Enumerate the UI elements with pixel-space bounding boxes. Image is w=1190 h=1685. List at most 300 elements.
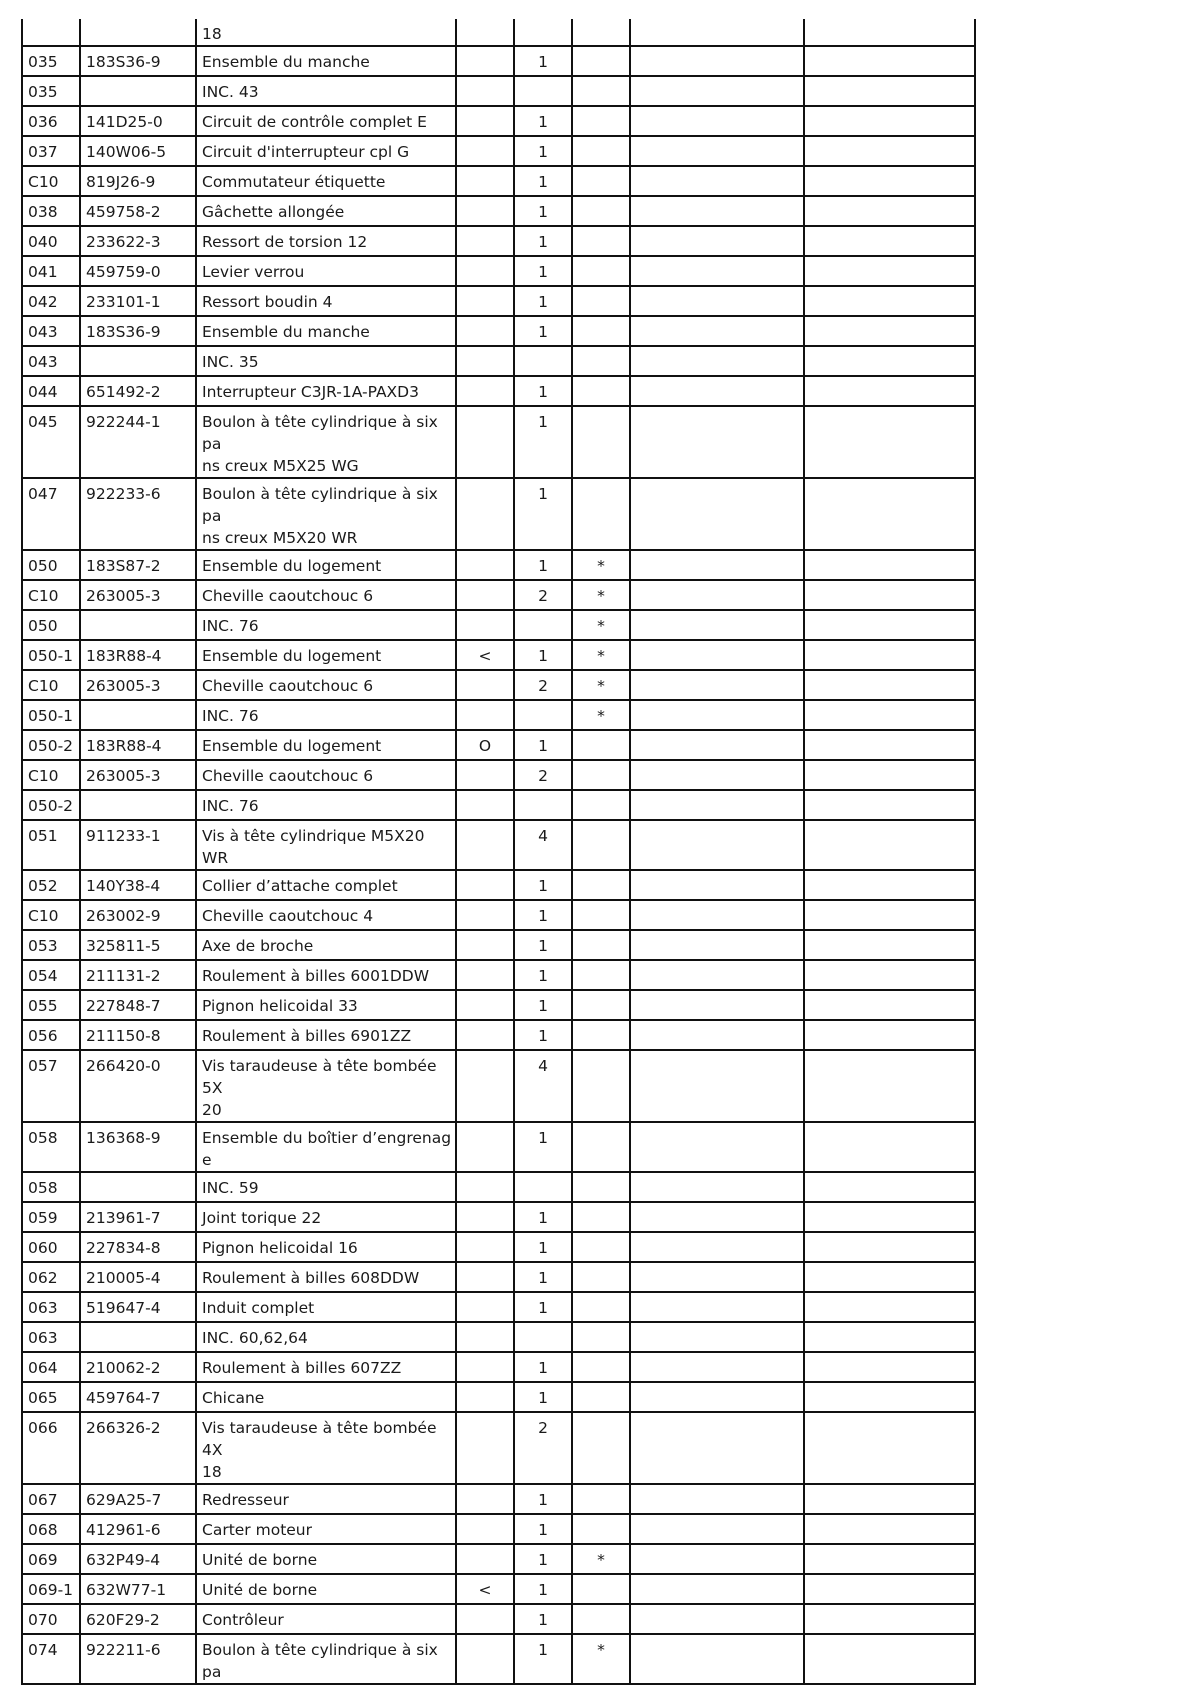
note-mark-cell xyxy=(572,1514,630,1544)
note-mark-cell xyxy=(572,256,630,286)
description-cell: Roulement à billes 6001DDW xyxy=(196,960,456,990)
quantity-cell: 1 xyxy=(514,640,572,670)
table-row xyxy=(22,1292,975,1322)
item-number-cell: 038 xyxy=(22,196,80,226)
blank-cell-2 xyxy=(804,790,975,820)
blank-cell-1 xyxy=(630,106,804,136)
change-mark-cell xyxy=(456,790,514,820)
note-mark-cell xyxy=(572,1050,630,1122)
table-row xyxy=(22,700,975,730)
change-mark-cell xyxy=(456,1202,514,1232)
table-row xyxy=(22,376,975,406)
blank-cell-2 xyxy=(804,1292,975,1322)
part-number-cell xyxy=(80,790,196,820)
item-number-cell: 050 xyxy=(22,610,80,640)
blank-cell-2 xyxy=(804,700,975,730)
table-row xyxy=(22,1412,975,1484)
change-mark-cell xyxy=(456,550,514,580)
quantity-cell: 1 xyxy=(514,1382,572,1412)
item-number-cell: 055 xyxy=(22,990,80,1020)
note-mark-cell xyxy=(572,1262,630,1292)
quantity-cell xyxy=(514,346,572,376)
description-cell: Unité de borne xyxy=(196,1574,456,1604)
change-mark-cell xyxy=(456,1292,514,1322)
description-cell: Ensemble du logement xyxy=(196,730,456,760)
blank-cell-2 xyxy=(804,376,975,406)
note-mark-cell xyxy=(572,1382,630,1412)
table-row xyxy=(22,46,975,76)
blank-cell-1 xyxy=(630,580,804,610)
part-number-cell: 233101-1 xyxy=(80,286,196,316)
item-number-cell: 057 xyxy=(22,1050,80,1122)
table-row xyxy=(22,136,975,166)
note-mark-cell xyxy=(572,930,630,960)
quantity-cell: 1 xyxy=(514,196,572,226)
change-mark-cell xyxy=(456,1352,514,1382)
part-number-cell: 213961-7 xyxy=(80,1202,196,1232)
blank-cell-2 xyxy=(804,1544,975,1574)
note-mark-cell xyxy=(572,990,630,1020)
quantity-cell: 1 xyxy=(514,1232,572,1262)
part-number-cell: 136368-9 xyxy=(80,1122,196,1172)
change-mark-cell xyxy=(456,136,514,166)
change-mark-cell xyxy=(456,196,514,226)
change-mark-cell xyxy=(456,166,514,196)
quantity-cell: 1 xyxy=(514,1634,572,1684)
change-mark-cell xyxy=(456,1172,514,1202)
quantity-cell: 1 xyxy=(514,376,572,406)
table-row xyxy=(22,106,975,136)
table-row xyxy=(22,1382,975,1412)
quantity-cell xyxy=(514,76,572,106)
item-number-cell: 062 xyxy=(22,1262,80,1292)
part-number-cell: 233622-3 xyxy=(80,226,196,256)
part-number-cell xyxy=(80,610,196,640)
description-cell: Cheville caoutchouc 6 xyxy=(196,760,456,790)
note-mark-cell xyxy=(572,316,630,346)
quantity-cell: 1 xyxy=(514,990,572,1020)
item-number-cell: 035 xyxy=(22,76,80,106)
quantity-cell: 1 xyxy=(514,1202,572,1232)
description-cell: Levier verrou xyxy=(196,256,456,286)
blank-cell-1 xyxy=(630,76,804,106)
description-cell: INC. 35 xyxy=(196,346,456,376)
table-row xyxy=(22,76,975,106)
quantity-cell: 1 xyxy=(514,478,572,550)
table-row xyxy=(22,1574,975,1604)
change-mark-cell xyxy=(456,1634,514,1684)
quantity-cell: 2 xyxy=(514,670,572,700)
note-mark-cell xyxy=(572,870,630,900)
blank-cell-2 xyxy=(804,1122,975,1172)
change-mark-cell xyxy=(456,1232,514,1262)
description-cell: Redresseur xyxy=(196,1484,456,1514)
blank-cell-2 xyxy=(804,106,975,136)
quantity-cell: 4 xyxy=(514,820,572,870)
part-number-cell: 325811-5 xyxy=(80,930,196,960)
description-cell: Ensemble du manche xyxy=(196,316,456,346)
blank-cell-2 xyxy=(804,316,975,346)
description-cell: INC. 60,62,64 xyxy=(196,1322,456,1352)
note-mark-cell: * xyxy=(572,1634,630,1684)
blank-cell-2 xyxy=(804,1232,975,1262)
part-number-cell: 141D25-0 xyxy=(80,106,196,136)
blank-cell-1 xyxy=(630,1292,804,1322)
description-cell: Cheville caoutchouc 6 xyxy=(196,670,456,700)
item-number-cell: 064 xyxy=(22,1352,80,1382)
blank-cell-1 xyxy=(630,1484,804,1514)
table-row xyxy=(22,1050,975,1122)
note-mark-cell xyxy=(572,346,630,376)
part-number-cell: 140Y38-4 xyxy=(80,870,196,900)
quantity-cell: 2 xyxy=(514,580,572,610)
blank-cell-2 xyxy=(804,46,975,76)
description-cell: Joint torique 22 xyxy=(196,1202,456,1232)
item-number-cell: 053 xyxy=(22,930,80,960)
blank-cell-1 xyxy=(630,550,804,580)
item-number-cell: 063 xyxy=(22,1322,80,1352)
blank-cell-2 xyxy=(804,990,975,1020)
blank-cell-1 xyxy=(630,1604,804,1634)
part-number-cell xyxy=(80,1172,196,1202)
note-mark-cell xyxy=(572,1232,630,1262)
item-number-cell: 068 xyxy=(22,1514,80,1544)
quantity-cell: 1 xyxy=(514,166,572,196)
note-mark-cell xyxy=(572,760,630,790)
part-number-cell: 519647-4 xyxy=(80,1292,196,1322)
note-mark-cell: * xyxy=(572,640,630,670)
blank-cell-1 xyxy=(630,870,804,900)
description-cell: Boulon à tête cylindrique à six pa ns creux M5X20 WR xyxy=(196,478,456,550)
table-row xyxy=(22,1202,975,1232)
table-row xyxy=(22,1262,975,1292)
description-cell: Collier d’attache complet xyxy=(196,870,456,900)
table-row xyxy=(22,550,975,580)
quantity-cell: 1 xyxy=(514,960,572,990)
item-number-cell: 050 xyxy=(22,550,80,580)
part-number-cell: 263005-3 xyxy=(80,670,196,700)
item-number-cell: C10 xyxy=(22,900,80,930)
description-cell: Cheville caoutchouc 6 xyxy=(196,580,456,610)
quantity-cell: 1 xyxy=(514,106,572,136)
note-mark-cell xyxy=(572,76,630,106)
note-mark-cell xyxy=(572,820,630,870)
part-number-cell: 210062-2 xyxy=(80,1352,196,1382)
blank-cell-1 xyxy=(630,196,804,226)
blank-cell-2 xyxy=(804,346,975,376)
description-cell: Ensemble du manche xyxy=(196,46,456,76)
note-mark-cell xyxy=(572,406,630,478)
blank-cell-1 xyxy=(630,610,804,640)
blank-cell-1 xyxy=(630,930,804,960)
blank-cell-1 xyxy=(630,46,804,76)
blank-cell-2 xyxy=(804,1604,975,1634)
part-number-cell: 263005-3 xyxy=(80,760,196,790)
description-cell: Ressort de torsion 12 xyxy=(196,226,456,256)
table-row xyxy=(22,1352,975,1382)
item-number-cell: 066 xyxy=(22,1412,80,1484)
note-mark-cell xyxy=(572,960,630,990)
item-number-cell: 067 xyxy=(22,1484,80,1514)
part-number-cell: 266420-0 xyxy=(80,1050,196,1122)
part-number-cell: 183S36-9 xyxy=(80,316,196,346)
blank-cell-1 xyxy=(630,1122,804,1172)
change-mark-cell xyxy=(456,1262,514,1292)
description-cell: Ensemble du boîtier d’engrenag e xyxy=(196,1122,456,1172)
note-mark-cell: * xyxy=(572,580,630,610)
item-number-cell: 058 xyxy=(22,1122,80,1172)
change-mark-cell xyxy=(456,478,514,550)
blank-cell-2 xyxy=(804,196,975,226)
item-number-cell: 043 xyxy=(22,346,80,376)
parts-table xyxy=(21,19,976,1685)
part-number-cell: 922211-6 xyxy=(80,1634,196,1684)
description-cell: INC. 59 xyxy=(196,1172,456,1202)
note-mark-cell xyxy=(572,226,630,256)
blank-cell-1 xyxy=(630,960,804,990)
item-number-cell: 036 xyxy=(22,106,80,136)
blank-cell-2 xyxy=(804,136,975,166)
note-mark-cell: * xyxy=(572,1544,630,1574)
blank-cell-2 xyxy=(804,760,975,790)
quantity-cell: 1 xyxy=(514,900,572,930)
item-number-cell xyxy=(22,19,80,46)
item-number-cell: 056 xyxy=(22,1020,80,1050)
item-number-cell: 045 xyxy=(22,406,80,478)
description-cell: Contrôleur xyxy=(196,1604,456,1634)
quantity-cell: 1 xyxy=(514,870,572,900)
description-cell: Commutateur étiquette xyxy=(196,166,456,196)
table-row xyxy=(22,286,975,316)
change-mark-cell xyxy=(456,1412,514,1484)
blank-cell-2 xyxy=(804,820,975,870)
table-row xyxy=(22,900,975,930)
description-cell: Vis taraudeuse à tête bombée 5X 20 xyxy=(196,1050,456,1122)
part-number-cell: 227848-7 xyxy=(80,990,196,1020)
part-number-cell: 183R88-4 xyxy=(80,640,196,670)
description-cell: Ensemble du logement xyxy=(196,640,456,670)
quantity-cell xyxy=(514,790,572,820)
item-number-cell: 070 xyxy=(22,1604,80,1634)
part-number-cell: 210005-4 xyxy=(80,1262,196,1292)
change-mark-cell xyxy=(456,1050,514,1122)
blank-cell-2 xyxy=(804,1172,975,1202)
quantity-cell xyxy=(514,700,572,730)
description-cell: 18 xyxy=(196,19,456,46)
blank-cell-2 xyxy=(804,1412,975,1484)
blank-cell-2 xyxy=(804,930,975,960)
part-number-cell: 266326-2 xyxy=(80,1412,196,1484)
description-cell: Unité de borne xyxy=(196,1544,456,1574)
blank-cell-1 xyxy=(630,1172,804,1202)
part-number-cell: 263005-3 xyxy=(80,580,196,610)
note-mark-cell xyxy=(572,900,630,930)
blank-cell-2 xyxy=(804,226,975,256)
note-mark-cell xyxy=(572,478,630,550)
item-number-cell: 069 xyxy=(22,1544,80,1574)
note-mark-cell xyxy=(572,1020,630,1050)
description-cell: Pignon helicoidal 16 xyxy=(196,1232,456,1262)
note-mark-cell xyxy=(572,1292,630,1322)
blank-cell-2 xyxy=(804,870,975,900)
quantity-cell: 1 xyxy=(514,1604,572,1634)
quantity-cell: 1 xyxy=(514,226,572,256)
change-mark-cell xyxy=(456,1382,514,1412)
blank-cell-2 xyxy=(804,670,975,700)
quantity-cell: 1 xyxy=(514,256,572,286)
description-cell: Vis taraudeuse à tête bombée 4X 18 xyxy=(196,1412,456,1484)
change-mark-cell xyxy=(456,346,514,376)
quantity-cell: 1 xyxy=(514,1020,572,1050)
change-mark-cell xyxy=(456,960,514,990)
blank-cell-2 xyxy=(804,1484,975,1514)
table-row xyxy=(22,820,975,870)
blank-cell-1 xyxy=(630,406,804,478)
table-row xyxy=(22,580,975,610)
blank-cell-1 xyxy=(630,1262,804,1292)
blank-cell-1 xyxy=(630,1202,804,1232)
table-row xyxy=(22,1232,975,1262)
description-cell: Ensemble du logement xyxy=(196,550,456,580)
blank-cell-1 xyxy=(630,1514,804,1544)
blank-cell-1 xyxy=(630,1020,804,1050)
table-row xyxy=(22,1322,975,1352)
change-mark-cell xyxy=(456,316,514,346)
change-mark-cell xyxy=(456,900,514,930)
item-number-cell: 044 xyxy=(22,376,80,406)
part-number-cell: 412961-6 xyxy=(80,1514,196,1544)
item-number-cell: 065 xyxy=(22,1382,80,1412)
quantity-cell: 1 xyxy=(514,1574,572,1604)
description-cell: Chicane xyxy=(196,1382,456,1412)
description-cell: INC. 76 xyxy=(196,790,456,820)
blank-cell-2 xyxy=(804,286,975,316)
part-number-cell: 651492-2 xyxy=(80,376,196,406)
part-number-cell: 620F29-2 xyxy=(80,1604,196,1634)
part-number-cell: 227834-8 xyxy=(80,1232,196,1262)
change-mark-cell xyxy=(456,76,514,106)
description-cell: Roulement à billes 608DDW xyxy=(196,1262,456,1292)
blank-cell-1 xyxy=(630,286,804,316)
description-cell: Boulon à tête cylindrique à six pa ns creux M5X25 WG xyxy=(196,406,456,478)
blank-cell-2 xyxy=(804,1322,975,1352)
table-row xyxy=(22,19,975,46)
table-row xyxy=(22,990,975,1020)
part-number-cell: 211131-2 xyxy=(80,960,196,990)
item-number-cell: C10 xyxy=(22,670,80,700)
item-number-cell: 047 xyxy=(22,478,80,550)
table-row xyxy=(22,346,975,376)
blank-cell-1 xyxy=(630,730,804,760)
change-mark-cell xyxy=(456,1514,514,1544)
blank-cell-1 xyxy=(630,1412,804,1484)
description-cell: Roulement à billes 607ZZ xyxy=(196,1352,456,1382)
note-mark-cell xyxy=(572,196,630,226)
change-mark-cell xyxy=(456,820,514,870)
change-mark-cell xyxy=(456,106,514,136)
note-mark-cell xyxy=(572,1484,630,1514)
part-number-cell: 922233-6 xyxy=(80,478,196,550)
item-number-cell: 052 xyxy=(22,870,80,900)
quantity-cell: 1 xyxy=(514,1122,572,1172)
quantity-cell: 1 xyxy=(514,136,572,166)
part-number-cell: 459759-0 xyxy=(80,256,196,286)
blank-cell-1 xyxy=(630,1634,804,1684)
quantity-cell: 1 xyxy=(514,316,572,346)
change-mark-cell xyxy=(456,1020,514,1050)
item-number-cell: 040 xyxy=(22,226,80,256)
change-mark-cell xyxy=(456,670,514,700)
blank-cell-2 xyxy=(804,1382,975,1412)
quantity-cell: 4 xyxy=(514,1050,572,1122)
table-row xyxy=(22,1514,975,1544)
item-number-cell: 041 xyxy=(22,256,80,286)
blank-cell-1 xyxy=(630,820,804,870)
quantity-cell: 1 xyxy=(514,1352,572,1382)
blank-cell-1 xyxy=(630,1050,804,1122)
blank-cell-1 xyxy=(630,1574,804,1604)
description-cell: Circuit de contrôle complet E xyxy=(196,106,456,136)
item-number-cell: 042 xyxy=(22,286,80,316)
note-mark-cell: * xyxy=(572,670,630,700)
item-number-cell: 059 xyxy=(22,1202,80,1232)
note-mark-cell: * xyxy=(572,550,630,580)
table-row xyxy=(22,226,975,256)
blank-cell-2 xyxy=(804,406,975,478)
item-number-cell: 074 xyxy=(22,1634,80,1684)
table-row xyxy=(22,406,975,478)
description-cell: Roulement à billes 6901ZZ xyxy=(196,1020,456,1050)
blank-cell-1 xyxy=(630,640,804,670)
item-number-cell: 054 xyxy=(22,960,80,990)
quantity-cell: 1 xyxy=(514,1544,572,1574)
blank-cell-1 xyxy=(630,1322,804,1352)
blank-cell-1 xyxy=(630,346,804,376)
note-mark-cell xyxy=(572,1122,630,1172)
note-mark-cell: * xyxy=(572,700,630,730)
change-mark-cell xyxy=(456,1604,514,1634)
blank-cell-2 xyxy=(804,1574,975,1604)
parts-table-body xyxy=(22,19,975,1684)
blank-cell-1 xyxy=(630,478,804,550)
quantity-cell: 2 xyxy=(514,1412,572,1484)
change-mark-cell xyxy=(456,19,514,46)
table-row xyxy=(22,316,975,346)
item-number-cell: 051 xyxy=(22,820,80,870)
description-cell: Circuit d'interrupteur cpl G xyxy=(196,136,456,166)
description-cell: Gâchette allongée xyxy=(196,196,456,226)
description-cell: INC. 76 xyxy=(196,610,456,640)
blank-cell-1 xyxy=(630,1544,804,1574)
table-row xyxy=(22,870,975,900)
change-mark-cell: < xyxy=(456,1574,514,1604)
change-mark-cell xyxy=(456,1484,514,1514)
change-mark-cell xyxy=(456,990,514,1020)
blank-cell-2 xyxy=(804,19,975,46)
quantity-cell: 1 xyxy=(514,1292,572,1322)
item-number-cell: 050-1 xyxy=(22,700,80,730)
blank-cell-1 xyxy=(630,1232,804,1262)
blank-cell-2 xyxy=(804,1050,975,1122)
change-mark-cell xyxy=(456,1122,514,1172)
description-cell: Boulon à tête cylindrique à six pa xyxy=(196,1634,456,1684)
description-cell: INC. 76 xyxy=(196,700,456,730)
quantity-cell: 1 xyxy=(514,930,572,960)
table-row xyxy=(22,1122,975,1172)
blank-cell-1 xyxy=(630,19,804,46)
note-mark-cell xyxy=(572,286,630,316)
change-mark-cell xyxy=(456,610,514,640)
